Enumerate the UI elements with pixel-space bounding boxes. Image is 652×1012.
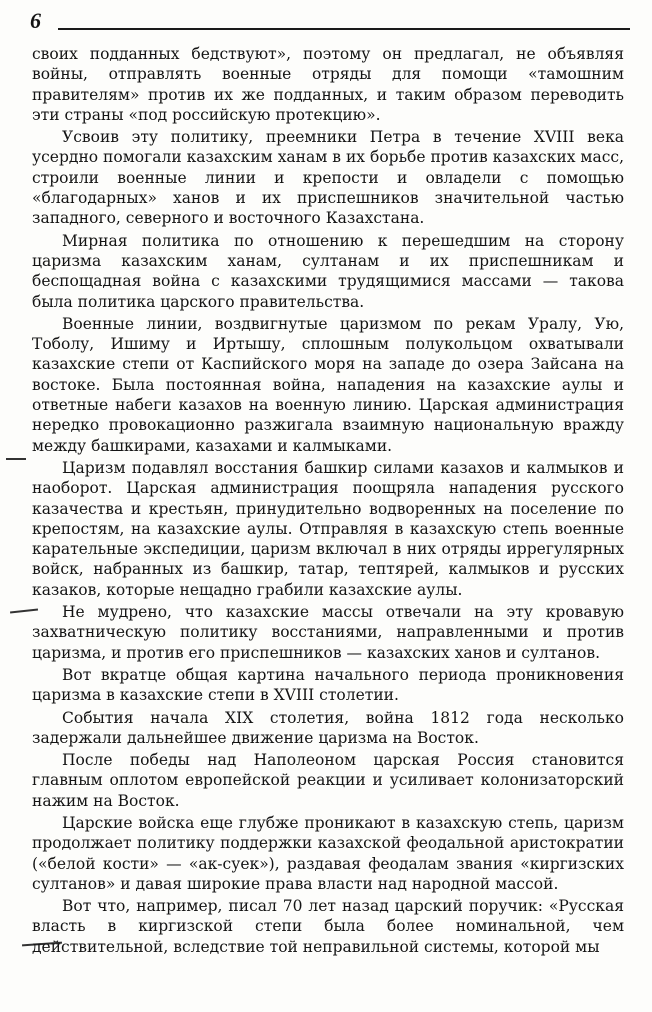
paragraph: Царские войска еще глубже проникают в казахскую степь, царизм продолжает политику поддержки казахской феодальной аристократии («белой кости» — «ак-суек»), раздавая феодалам звания «киргизских султанов» и давая широкие права власти над народной массой. [32, 813, 624, 893]
paragraph: Вот что, например, писал 70 лет назад царский поручик: «Русская власть в киргизской степи была более номинальной, чем действительной, вследствие той неправильной системы, которой мы [32, 897, 624, 956]
margin-pencil-mark [6, 458, 26, 460]
header-rule [58, 28, 630, 30]
paragraph: Не мудрено, что казахские массы отвечали на эту кровавую захватническую политику восстаниями, направленными и против царизма, и против его приспешников — казахских ханов и султанов. [32, 603, 624, 662]
paragraph: Военные линии, воздвигнутые царизмом по рекам Уралу, Ую, Тоболу, Ишиму и Иртышу, сплошным полукольцом охватывали казахские степи от Каспийского моря на западе до озера Зайсана на востоке. Была постоянная война, нападения на казахские аулы и ответные набеги казахов на военную линию. Царская администрация нередко провокационно разжигала взаимную национальную вражду между башкирами, казахами и калмыками. [32, 314, 624, 455]
paragraph: Вот вкратце общая картина начального периода проникновения царизма в казахские степи в XVIII столетии. [32, 665, 624, 705]
paragraph: своих подданных бедствуют», поэтому он предлагал, не объявляя войны, отправлять военные отряды для помощи «тамошним правителям» против их же подданных, и таким образом переводить эти страны «под российскую протекцию». [32, 45, 624, 124]
paragraph: После победы над Наполеоном царская Россия становится главным оплотом европейской реакции и усиливает колонизаторский нажим на Восток. [32, 751, 624, 810]
paragraph: События начала XIX столетия, война 1812 года несколько задержали дальнейшее движение царизма на Восток. [32, 708, 624, 747]
page-number: 6 [30, 8, 41, 33]
paragraph: Царизм подавлял восстания башкир силами казахов и калмыков и наоборот. Царская администрация поощряла нападения русского казачества и крестьян, принудительно водворенных на поселение по крепостям, на казахские аулы. Отправляя в казахскую степь военные карательные экспедиции, царизм включал в них отряды иррегулярных войск, набранных из башкир, татар, тептярей, калмыков и русских казаков, которые нещадно грабили казахские аулы. [32, 458, 624, 599]
paragraph: Усвоив эту политику, преемники Петра в течение XVIII века усердно помогали казахским ханам в их борьбе против казахских масс, строили военные линии и крепости и овладели с помощью «благодарных» ханов и их приспешников значительной частью западного, северного и восточного Казахстана. [32, 128, 624, 228]
body-text [32, 44, 624, 959]
paragraph: Мирная политика по отношению к перешедшим на сторону царизма казахским ханам, султанам и их приспешникам и беспощадная война с казахскими трудящимися массами — такова была политика царского правительства. [32, 231, 624, 311]
